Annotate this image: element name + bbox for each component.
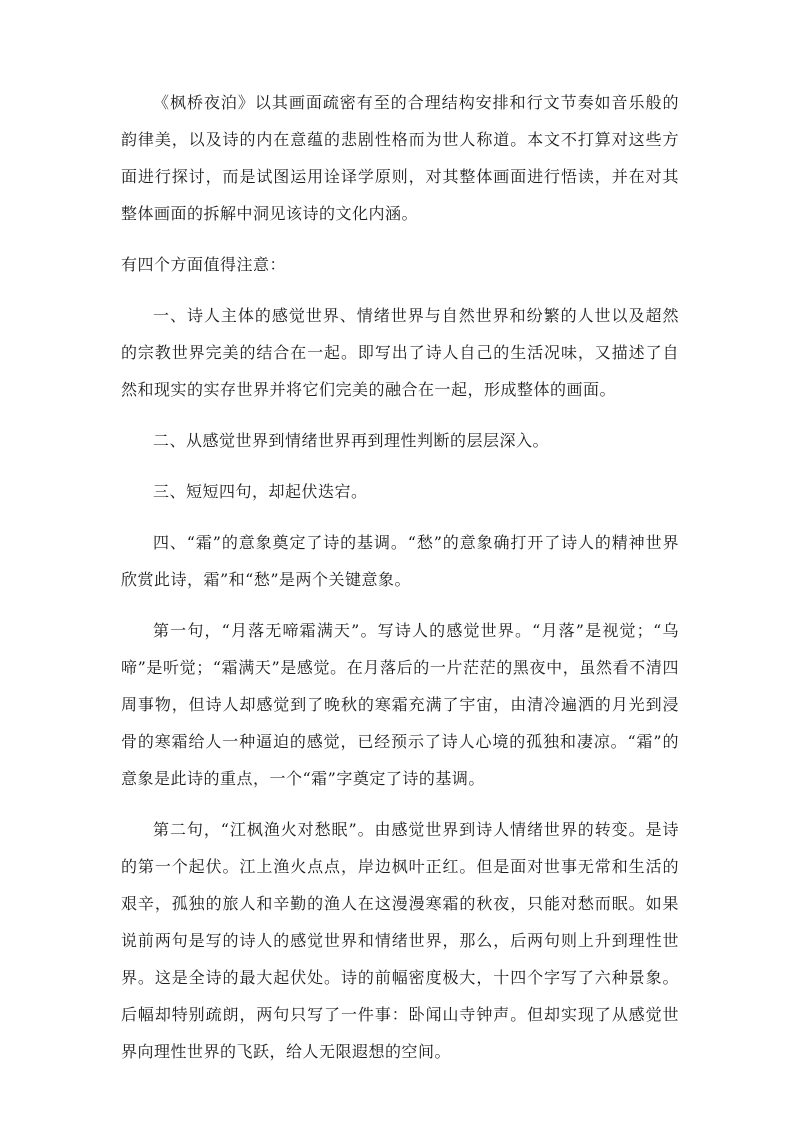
paragraph-aspect-three: 三、短短四句，却起伏迭宕。 xyxy=(153,482,368,501)
paragraph-four-aspects-heading: 有四个方面值得注意： xyxy=(121,255,287,274)
paragraph-aspect-four: 四、“霜”的意象奠定了诗的基调。“愁”的意象确打开了诗人的精神世界欣赏此诗，霜”和“愁”是两个关键意象。 xyxy=(121,533,679,589)
paragraph-aspect-one: 一、诗人主体的感觉世界、情绪世界与自然世界和纷繁的人世以及超然的宗教世界完美的结合在一起。即写出了诗人自己的生活况味，又描述了自然和现实的实存世界并将它们完美的融合在一起，形成整体的画面。 xyxy=(121,306,679,399)
paragraph-intro: 《枫桥夜泊》以其画面疏密有至的合理结构安排和行文节奏如音乐般的韵律美，以及诗的内在意蕴的悲剧性格而为世人称道。本文不打算对这些方面进行探讨，而是试图运用诠译学原则，对其整体画面进行悟读，并在对其整体画面的拆解中洞见该诗的文化内涵。 xyxy=(121,93,679,223)
paragraph-aspect-two: 二、从感觉世界到情绪世界再到理性判断的层层深入。 xyxy=(153,431,550,450)
document-body xyxy=(121,84,679,1084)
paragraph-line-two: 第二句，“江枫渔火对愁眠”。由感觉世界到诗人情绪世界的转变。是诗的第一个起伏。江上渔火点点，岸边枫叶正红。但是面对世事无常和生活的艰辛，孤独的旅人和辛勤的渔人在这漫漫寒霜的秋夜，只能对愁而眠。如果说前两句是写的诗人的感觉世界和情绪世界，那么，后两句则上升到理性世界。这是全诗的最大起伏处。诗的前幅密度极大，十四个字写了六种景象。后幅却特别疏朗，两句只写了一件事：卧闻山寺钟声。但却实现了从感觉世界向理性世界的飞跃，给人无限遐想的空间。 xyxy=(121,820,679,1061)
paragraph-line-one: 第一句，“月落无啼霜满天”。写诗人的感觉世界。“月落”是视觉；“乌啼”是听觉；“霜满天”是感觉。在月落后的一片茫茫的黑夜中，虽然看不清四周事物，但诗人却感觉到了晚秋的寒霜充满了宇宙，由清冷遍洒的月光到浸骨的寒霜给人一种逼迫的感觉，已经预示了诗人心境的孤独和凄凉。“霜”的意象是此诗的重点，一个“霜”字奠定了诗的基调。 xyxy=(121,621,679,788)
